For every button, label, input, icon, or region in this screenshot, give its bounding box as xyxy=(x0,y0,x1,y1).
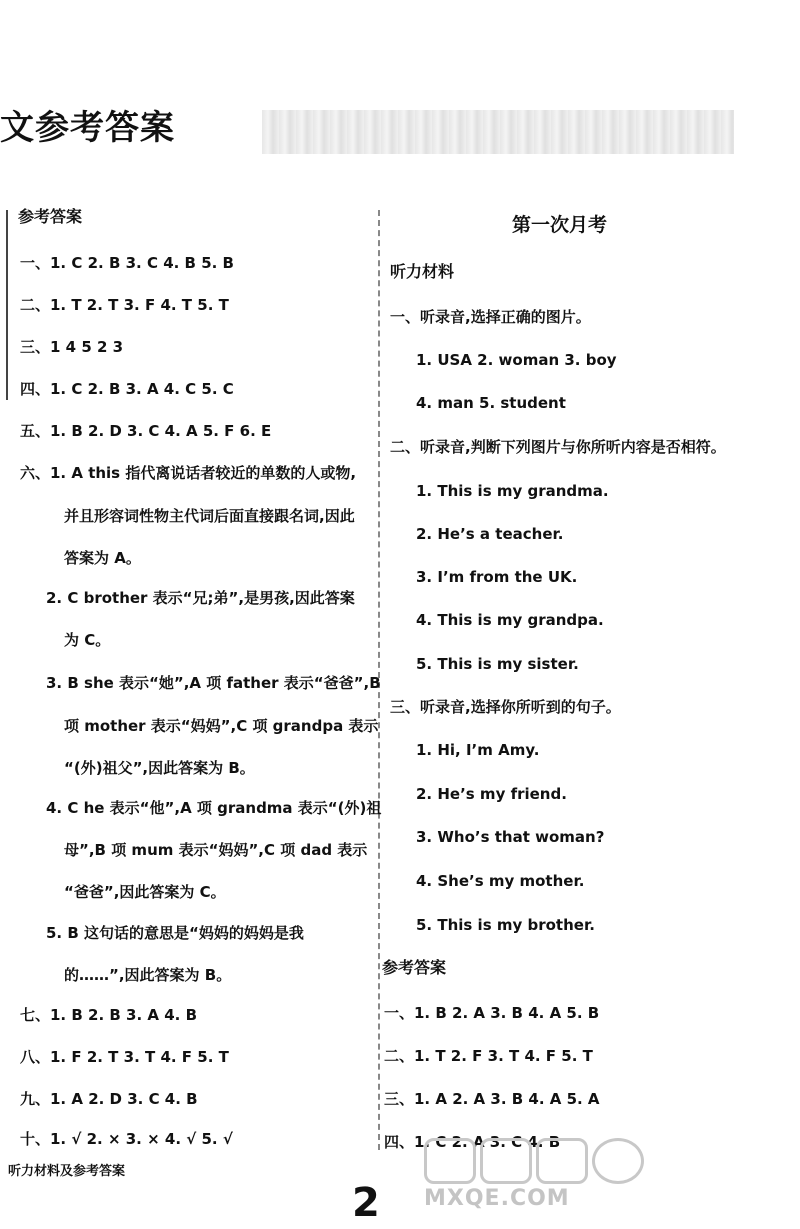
explanation-line: 项 mother 表示“妈妈”,C 项 grandpa 表示 xyxy=(64,717,379,735)
section-title: 第一次月考 xyxy=(512,214,608,236)
listening-line: 3. Who’s that woman? xyxy=(416,828,605,846)
explanation-line: 答案为 A。 xyxy=(64,549,141,567)
header-decorative-band xyxy=(262,110,734,154)
answer-line: 七、1. B 2. B 3. A 4. B xyxy=(20,1006,198,1024)
explanation-line: 为 C。 xyxy=(64,631,111,649)
answer-line: 二、1. T 2. T 3. F 4. T 5. T xyxy=(20,296,229,314)
listening-line: 1. USA 2. woman 3. boy xyxy=(416,351,617,369)
answer-line: 八、1. F 2. T 3. T 4. F 5. T xyxy=(20,1048,229,1066)
answers-heading: 参考答案 xyxy=(382,958,447,977)
answer-line: 十、1. √ 2. × 3. × 4. √ 5. √ xyxy=(20,1130,233,1148)
listening-line: 3. I’m from the UK. xyxy=(416,568,578,586)
listening-line: 5. This is my brother. xyxy=(416,916,595,934)
explanation-line: “爸爸”,因此答案为 C。 xyxy=(64,883,226,901)
explanation-line: “(外)祖父”,因此答案为 B。 xyxy=(64,759,255,777)
explanation-line: 3. B she 表示“她”,A 项 father 表示“爸爸”,B xyxy=(46,674,381,692)
listening-heading: 听力材料 xyxy=(390,262,455,281)
listening-line: 2. He’s my friend. xyxy=(416,785,567,803)
listening-line: 二、听录音,判断下列图片与你所听内容是否相符。 xyxy=(390,438,726,456)
answer-line: 二、1. T 2. F 3. T 4. F 5. T xyxy=(384,1047,593,1065)
answer-line: 三、1. A 2. A 3. B 4. A 5. A xyxy=(384,1090,600,1108)
listening-line: 一、听录音,选择正确的图片。 xyxy=(390,308,591,326)
left-heading: 参考答案 xyxy=(18,207,83,226)
watermark-glyph-box xyxy=(424,1138,476,1184)
listening-line: 三、听录音,选择你所听到的句子。 xyxy=(390,698,621,716)
answer-line: 一、1. C 2. B 3. C 4. B 5. B xyxy=(20,254,234,272)
answer-line: 五、1. B 2. D 3. C 4. A 5. F 6. E xyxy=(20,422,272,440)
listening-line: 5. This is my sister. xyxy=(416,655,579,673)
answer-line: 一、1. B 2. A 3. B 4. A 5. B xyxy=(384,1004,600,1022)
answer-line: 三、1 4 5 2 3 xyxy=(20,338,124,356)
watermark-logo xyxy=(418,1138,748,1222)
explanation-line: 母”,B 项 mum 表示“妈妈”,C 项 dad 表示 xyxy=(64,841,368,859)
page-header-title: 文参考答案 xyxy=(0,108,175,148)
watermark-glyph-box xyxy=(592,1138,644,1184)
explanation-line: 的……”,因此答案为 B。 xyxy=(64,966,232,984)
explanation-line: 5. B 这句话的意思是“妈妈的妈妈是我 xyxy=(46,924,304,942)
watermark-text: MXQE.COM xyxy=(424,1186,570,1211)
watermark-glyph-box xyxy=(536,1138,588,1184)
explanation-line: 4. C he 表示“他”,A 项 grandma 表示“(外)祖 xyxy=(46,799,382,817)
page-number: 2 xyxy=(352,1180,380,1226)
listening-line: 1. This is my grandma. xyxy=(416,482,609,500)
explanation-line: 六、1. A this 指代离说话者较近的单数的人或物, xyxy=(20,464,357,482)
explanation-line: 2. C brother 表示“兄;弟”,是男孩,因此答案 xyxy=(46,589,355,607)
listening-line: 4. This is my grandpa. xyxy=(416,611,604,629)
answer-line: 九、1. A 2. D 3. C 4. B xyxy=(20,1090,198,1108)
listening-line: 4. She’s my mother. xyxy=(416,872,585,890)
listening-line: 1. Hi, I’m Amy. xyxy=(416,741,540,759)
watermark-glyph-box xyxy=(480,1138,532,1184)
answer-line: 四、1. C 2. B 3. A 4. C 5. C xyxy=(20,380,234,398)
left-margin-rule xyxy=(6,210,8,400)
footer-label: 听力材料及参考答案 xyxy=(8,1164,126,1179)
answer-line: 四、1. C 2. A 3. C 4. B xyxy=(384,1133,561,1151)
listening-line: 4. man 5. student xyxy=(416,394,566,412)
explanation-line: 并且形容词性物主代词后面直接跟名词,因此 xyxy=(64,507,355,525)
listening-line: 2. He’s a teacher. xyxy=(416,525,564,543)
